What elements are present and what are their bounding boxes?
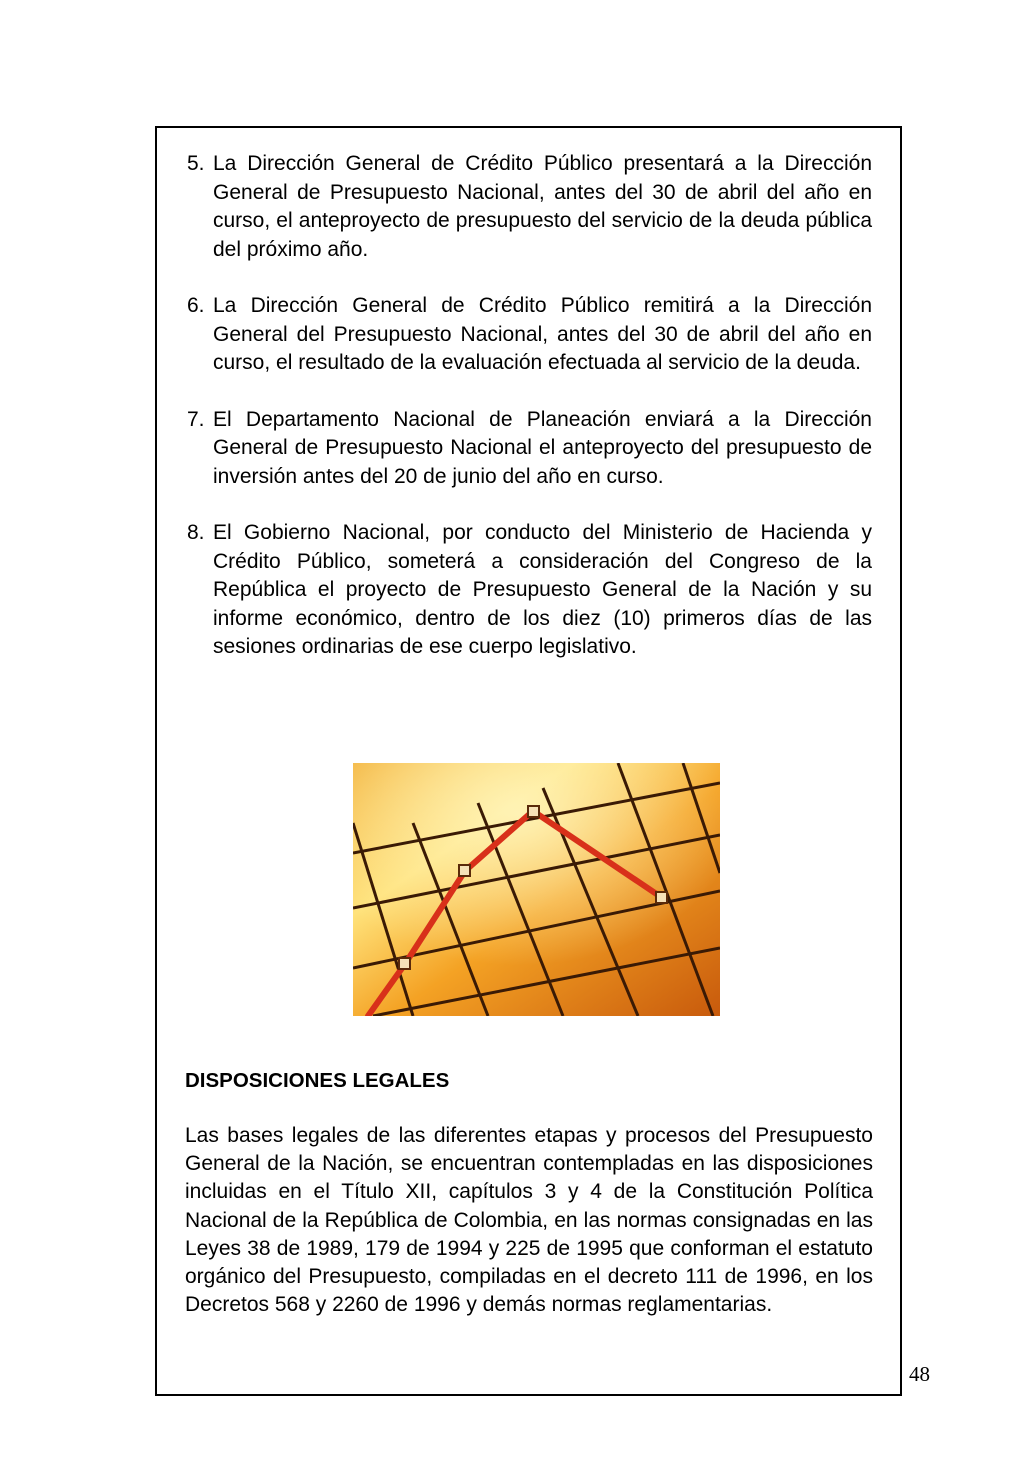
page-number: 48 xyxy=(909,1362,930,1386)
list-item xyxy=(187,406,872,492)
list-item xyxy=(187,150,872,264)
section-body: Las bases legales de las diferentes etapas y procesos del Presupuesto General de la Nación, se encuentran contempladas en las disposiciones incluidas en el Título XII, capítulos 3 y 4 de la Constitución Política Nacional de la República de Colombia, en las normas consignadas en las Leyes 38 de 1989, 179 de 1994 y 225 de 1995 que conforman el estatuto orgánico del Presupuesto, compiladas en el decreto 111 de 1996, en los Decretos 568 y 2260 de 1996 y demás normas reglamentarias. xyxy=(185,1124,873,1317)
list-item-text: La Dirección General de Crédito Público presentará a la Dirección General de Presupuesto Nacional, antes del 30 de abril del año en curso, el anteproyecto de presupuesto del servicio de la deuda pública del próximo año. xyxy=(213,152,872,261)
illustration-svg xyxy=(353,763,720,1016)
numbered-list xyxy=(187,150,872,690)
list-item-number: 8. xyxy=(187,521,205,544)
decorative-chart-illustration xyxy=(353,763,720,1016)
list-item-text: El Departamento Nacional de Planeación enviará a la Dirección General de Presupuesto Nacional el anteproyecto del presupuesto de inversión antes del 20 de junio del año en curso. xyxy=(213,407,872,488)
trend-marker xyxy=(459,865,470,876)
list-item-number: 7. xyxy=(187,407,205,431)
list-item-text: La Dirección General de Crédito Público remitirá a la Dirección General del Presupuesto Nacional, antes del 30 de abril del año en curso, el resultado de la evaluación efectuada al servicio de la deuda. xyxy=(213,294,872,374)
section-title: DISPOSICIONES LEGALES xyxy=(185,1069,450,1092)
trend-marker xyxy=(528,806,539,817)
list-item-text: El Gobierno Nacional, por conducto del Ministerio de Hacienda y Crédito Público, someterá a consideración del Congreso de la República el proyecto de Presupuesto General de la Nación y su informe económico, dentro de los diez (10) primeros días de las sesiones ordinarias de ese cuerpo legislativo. xyxy=(213,521,872,658)
list-item xyxy=(187,519,872,662)
list-item-number: 5. xyxy=(187,152,205,175)
trend-marker xyxy=(399,958,410,969)
list-item xyxy=(187,292,872,378)
list-item-number: 6. xyxy=(187,294,205,317)
trend-marker xyxy=(656,892,667,903)
